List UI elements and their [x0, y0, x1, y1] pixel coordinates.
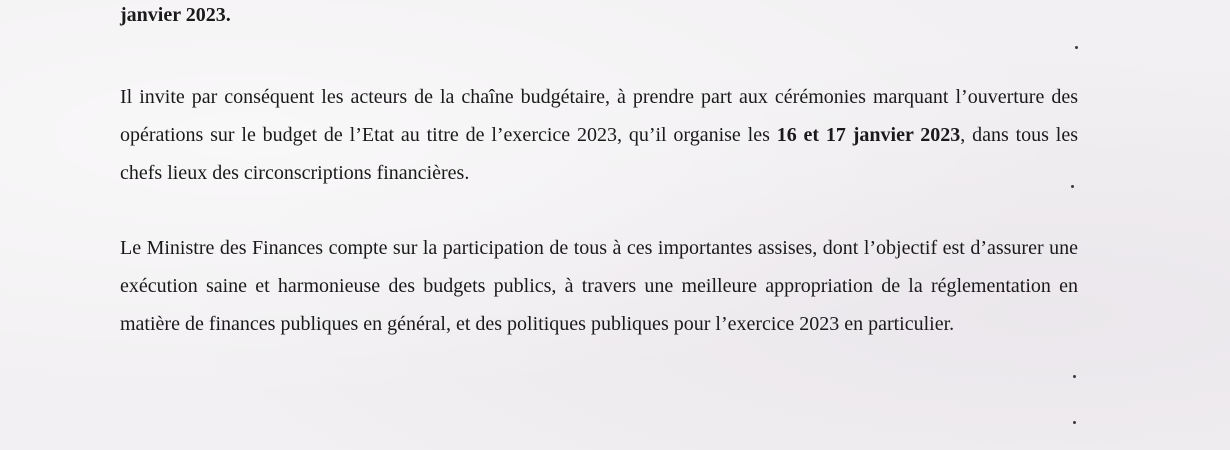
previous-paragraph-end: janvier 2023.: [120, 4, 231, 26]
event-dates: 16 et 17 janvier 2023: [776, 124, 961, 146]
paragraph-invitation-text-end: , dans tous les chefs lieux des circonscriptions financières.: [120, 124, 1079, 184]
paragraph-minister: Le Ministre des Finances compte sur la participation de tous à ces importantes assises, dont l’objectif est d’assurer une exécution saine et harmonieuse des budgets publics, à travers une meilleure appropriation de la réglementation en matière de finances publiques en général, et des politiques publiques pour l’exercice 2023 en particulier.: [120, 237, 1078, 335]
scan-speck: [1073, 375, 1076, 378]
scan-speck: [1075, 46, 1078, 49]
scan-speck: [1073, 421, 1076, 424]
paragraph-invitation-text: Il invite par conséquent les acteurs de la chaîne budgétaire, à prendre part aux cérémonies marquant l’ouverture des opérations sur le budget de l’Etat au titre de l’exercice 2023, qu’il organise les: [120, 86, 1078, 146]
scan-speck: [1071, 185, 1074, 188]
paragraph-invitation: [120, 78, 1078, 192]
